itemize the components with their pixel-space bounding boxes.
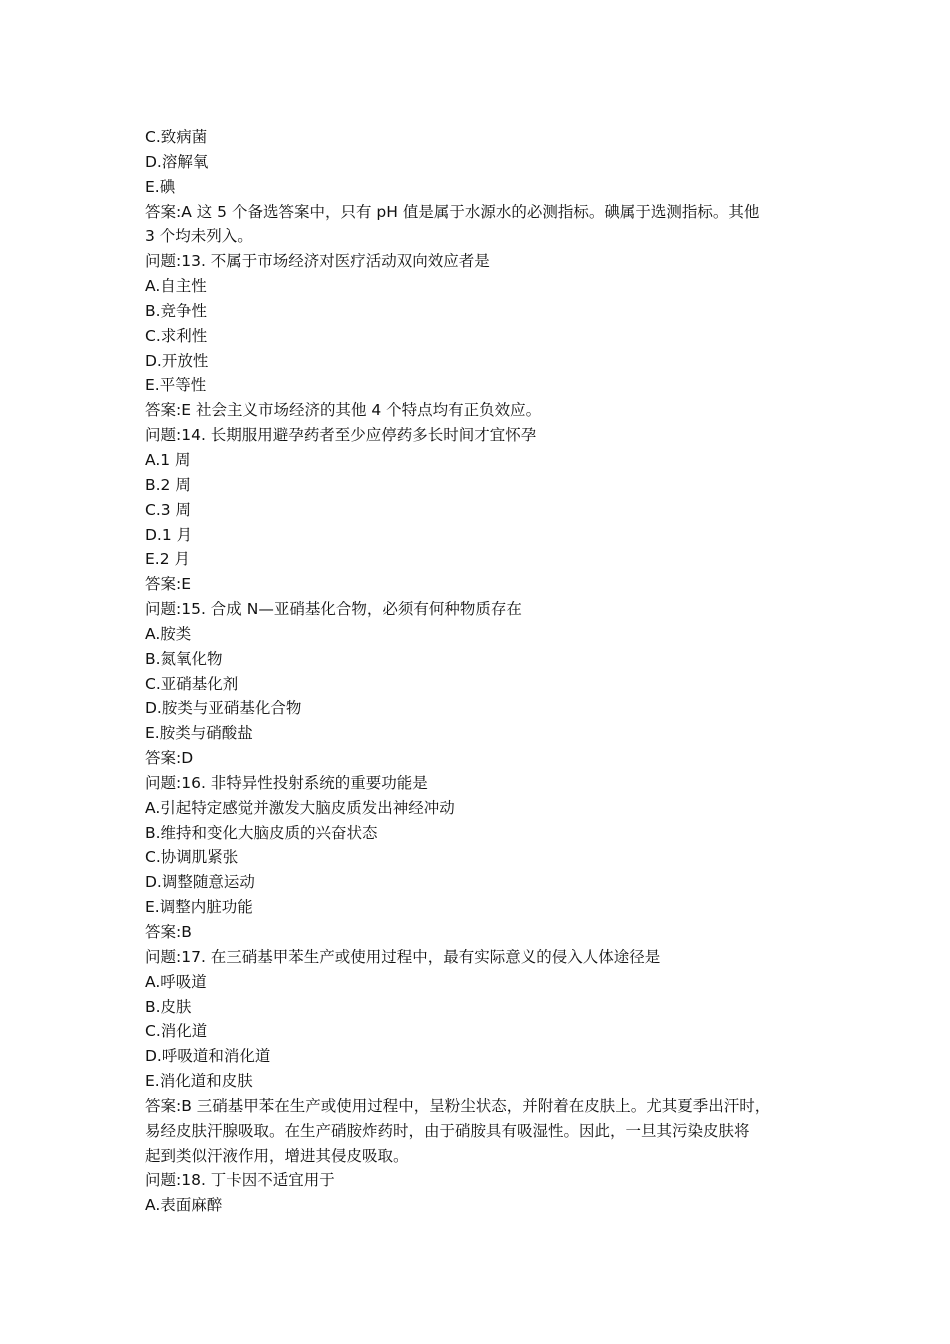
option-line: C.消化道 [145,1022,208,1041]
option-line: A.1 周 [145,450,191,469]
answer-line: 3 个均未列入。 [145,227,253,246]
option-line: B.皮肤 [145,997,192,1016]
question-line: 问题:16. 非特异性投射系统的重要功能是 [145,773,428,792]
option-line: B.2 周 [145,475,191,494]
answer-line: 易经皮肤汗腺吸取。在生产硝胺炸药时，由于硝胺具有吸湿性。因此，一旦其污染皮肤将 [145,1121,750,1140]
option-line: D.开放性 [145,351,209,370]
option-line: E.消化道和皮肤 [145,1072,253,1091]
answer-line: 答案:A 这 5 个备选答案中，只有 pH 值是属于水源水的必测指标。碘属于选测指标。其他 [145,202,760,221]
option-line: C.3 周 [145,500,192,519]
option-line: A.表面麻醉 [145,1196,223,1215]
answer-line: 答案:E 社会主义市场经济的其他 4 个特点均有正负效应。 [145,401,542,420]
option-line: C.亚硝基化剂 [145,674,239,693]
question-line: 问题:15. 合成 N—亚硝基化合物，必须有何种物质存在 [145,600,522,619]
option-line: E.2 月 [145,550,191,569]
question-line: 问题:17. 在三硝基甲苯生产或使用过程中，最有实际意义的侵入人体途径是 [145,947,661,966]
question-line: 问题:13. 不属于市场经济对医疗活动双向效应者是 [145,252,490,271]
option-line: A.引起特定感觉并激发大脑皮质发出神经冲动 [145,798,455,817]
option-line: A.胺类 [145,624,192,643]
answer-line: 起到类似汗液作用，增进其侵皮吸取。 [145,1146,409,1165]
question-line: 问题:18. 丁卡因不适宜用于 [145,1171,335,1190]
option-line: D.1 月 [145,525,193,544]
option-line: E.调整内脏功能 [145,898,253,917]
option-line: D.胺类与亚硝基化合物 [145,699,302,718]
option-line: A.呼吸道 [145,972,207,991]
question-line: 问题:14. 长期服用避孕药者至少应停药多长时间才宜怀孕 [145,426,537,445]
option-line: C.致病菌 [145,128,208,146]
option-line: E.平等性 [145,376,207,395]
option-line: D.调整随意运动 [145,873,255,892]
option-line: B.氮氧化物 [145,649,223,668]
option-line: C.求利性 [145,326,208,345]
option-line: C.协调肌紧张 [145,848,239,867]
option-line: E.胺类与硝酸盐 [145,724,253,743]
answer-line: 答案:B [145,923,192,941]
document-page [145,125,825,1218]
option-line: D.呼吸道和消化道 [145,1047,271,1066]
answer-line: 答案:B 三硝基甲苯在生产或使用过程中，呈粉尘状态，并附着在皮肤上。尤其夏季出汗时， [145,1096,771,1115]
option-line: B.竞争性 [145,301,208,320]
answer-line: 答案:D [145,749,194,768]
answer-line: 答案:E [145,575,192,594]
option-line: D.溶解氧 [145,152,209,171]
option-line: E.碘 [145,177,176,196]
option-line: B.维持和变化大脑皮质的兴奋状态 [145,823,378,842]
option-line: A.自主性 [145,277,207,296]
